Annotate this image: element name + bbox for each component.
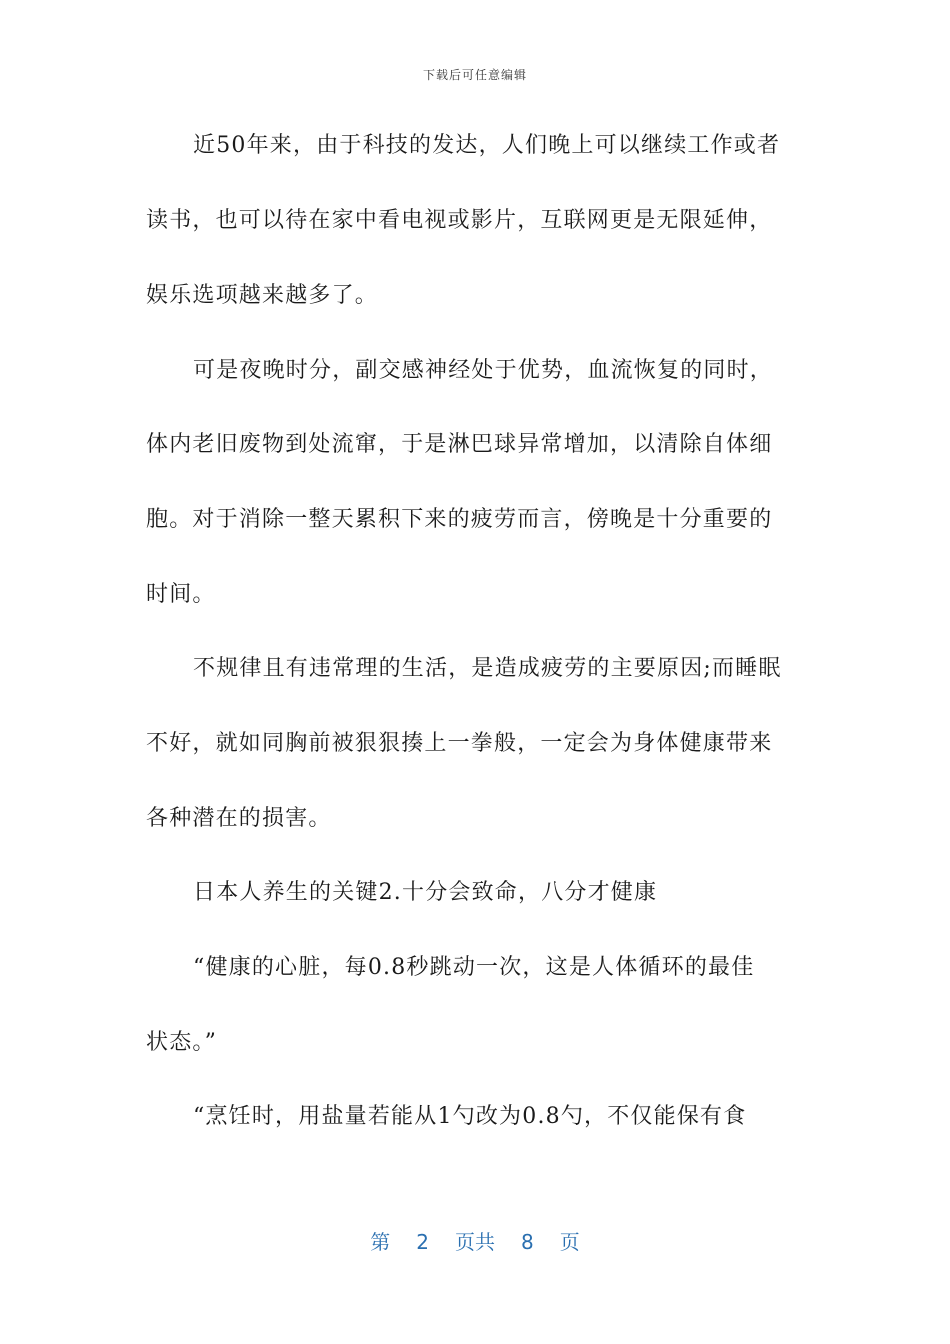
text-line: 不规律且有违常理的生活，是造成疲劳的主要原因;而睡眠 [193, 656, 782, 681]
footer-page-number: 2 [416, 1230, 429, 1254]
page-footer [0, 1226, 950, 1255]
header-note: 下载后可任意编辑 [422, 68, 527, 82]
text-line: 可是夜晚时分，副交感神经处于优势，血流恢复的同时， [193, 358, 774, 383]
text-line: 不好，就如同胸前被狠狠揍上一拳般，一定会为身体健康带来 [146, 731, 773, 756]
text-line: 读书，也可以待在家中看电视或影片，互联网更是无限延伸， [146, 208, 773, 233]
text-line: 近50年来，由于科技的发达，人们晚上可以继续工作或者 [193, 133, 781, 158]
text-line: “健康的心脏，每0.8秒跳动一次，这是人体循环的最佳 [193, 955, 755, 980]
text-line: 各种潜在的损害。 [146, 806, 332, 831]
text-line: 体内老旧废物到处流窜，于是淋巴球异常增加，以清除自体细 [146, 432, 773, 457]
text-line: “烹饪时，用盐量若能从1勺改为0.8勺，不仅能保有食 [193, 1104, 747, 1129]
footer-middle: 页共 [455, 1230, 495, 1254]
text-line: 胞。对于消除一整天累积下来的疲劳而言，傍晚是十分重要的 [146, 507, 773, 532]
footer-total-pages: 8 [521, 1230, 534, 1254]
text-line: 娱乐选项越来越多了。 [146, 283, 379, 308]
text-line: 状态。” [146, 1030, 218, 1055]
text-line: 时间。 [146, 582, 216, 607]
text-line: 日本人养生的关键2.十分会致命，八分才健康 [193, 880, 658, 905]
footer-suffix: 页 [559, 1230, 580, 1254]
footer-prefix: 第 [370, 1230, 391, 1254]
